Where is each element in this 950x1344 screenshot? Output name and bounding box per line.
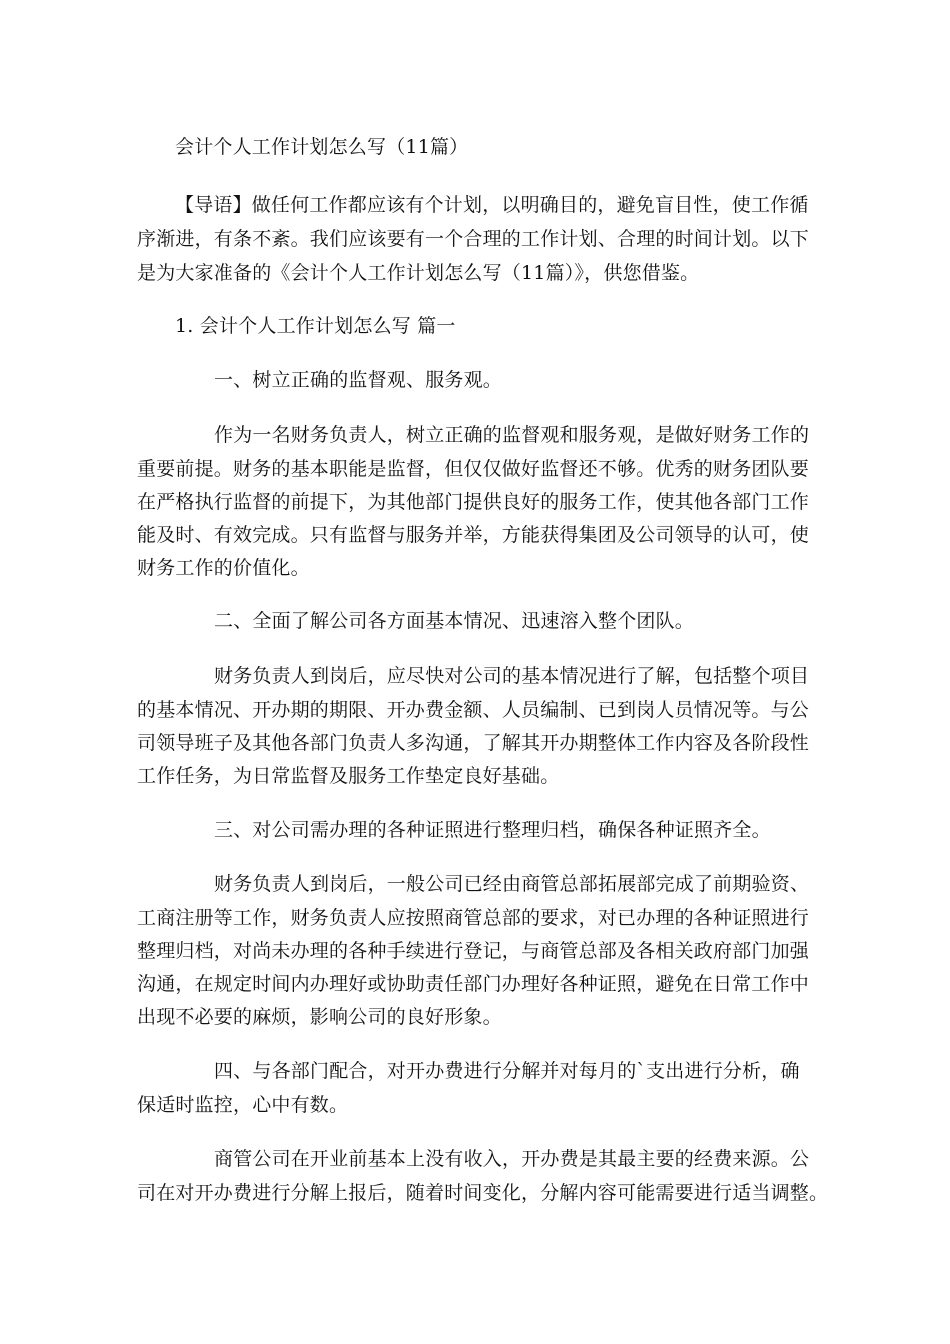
paragraph-line: 财务负责人到岗后，一般公司已经由商管总部拓展部完成了前期验资、 [214, 873, 810, 895]
section-heading: 三、对公司需办理的各种证照进行整理归档，确保各种证照齐全。 [214, 819, 771, 841]
section-heading: 保适时监控，心中有数。 [137, 1094, 349, 1116]
paragraph-line: 财务工作的价值化。 [137, 557, 310, 579]
paragraph-line: 重要前提。财务的基本职能是监督，但仅仅做好监督还不够。优秀的财务团队要 [137, 458, 810, 480]
intro-line: 是为大家准备的《会计个人工作计划怎么写（11篇）》，供您借鉴。 [137, 262, 700, 284]
intro-line: 【导语】做任何工作都应该有个计划，以明确目的，避免盲目性，使工作循 [175, 194, 809, 216]
paragraph-line: 财务负责人到岗后，应尽快对公司的基本情况进行了解，包括整个项目 [214, 665, 810, 687]
article-heading: 1. 会计个人工作计划怎么写 篇一 [175, 315, 456, 337]
paragraph-line: 整理归档，对尚未办理的各种手续进行登记，与商管总部及各相关政府部门加强 [137, 940, 810, 962]
paragraph-line: 沟通，在规定时间内办理好或协助责任部门办理好各种证照，避免在日常工作中 [137, 973, 810, 995]
intro-line: 序渐进，有条不紊。我们应该要有一个合理的工作计划、合理的时间计划。以下 [137, 228, 810, 250]
section-heading: 一、树立正确的监督观、服务观。 [214, 369, 503, 391]
document-title: 会计个人工作计划怎么写（11篇） [175, 136, 469, 158]
paragraph-line: 商管公司在开业前基本上没有收入，开办费是其最主要的经费来源。公 [214, 1148, 810, 1170]
paragraph-line: 的基本情况、开办期的期限、开办费金额、人员编制、已到岗人员情况等。与公 [137, 699, 810, 721]
section-heading: 四、与各部门配合，对开办费进行分解并对每月的`支出进行分析，确 [214, 1060, 800, 1082]
paragraph-line: 出现不必要的麻烦，影响公司的良好形象。 [137, 1006, 502, 1028]
paragraph-line: 作为一名财务负责人，树立正确的监督观和服务观，是做好财务工作的 [214, 424, 810, 446]
paragraph-line: 工商注册等工作，财务负责人应按照商管总部的要求，对已办理的各种证照进行 [137, 907, 810, 929]
paragraph-line: 能及时、有效完成。只有监督与服务并举，方能获得集团及公司领导的认可，使 [137, 524, 810, 546]
paragraph-line: 在严格执行监督的前提下，为其他部门提供良好的服务工作，使其他各部门工作 [137, 491, 810, 513]
paragraph-line: 司领导班子及其他各部门负责人多沟通，了解其开办期整体工作内容及各阶段性 [137, 732, 810, 754]
paragraph-line: 工作任务，为日常监督及服务工作垫定良好基础。 [137, 765, 560, 787]
paragraph-line: 司在对开办费进行分解上报后，随着时间变化，分解内容可能需要进行适当调整。 [137, 1182, 829, 1204]
section-heading: 二、全面了解公司各方面基本情况、迅速溶入整个团队。 [214, 610, 695, 632]
